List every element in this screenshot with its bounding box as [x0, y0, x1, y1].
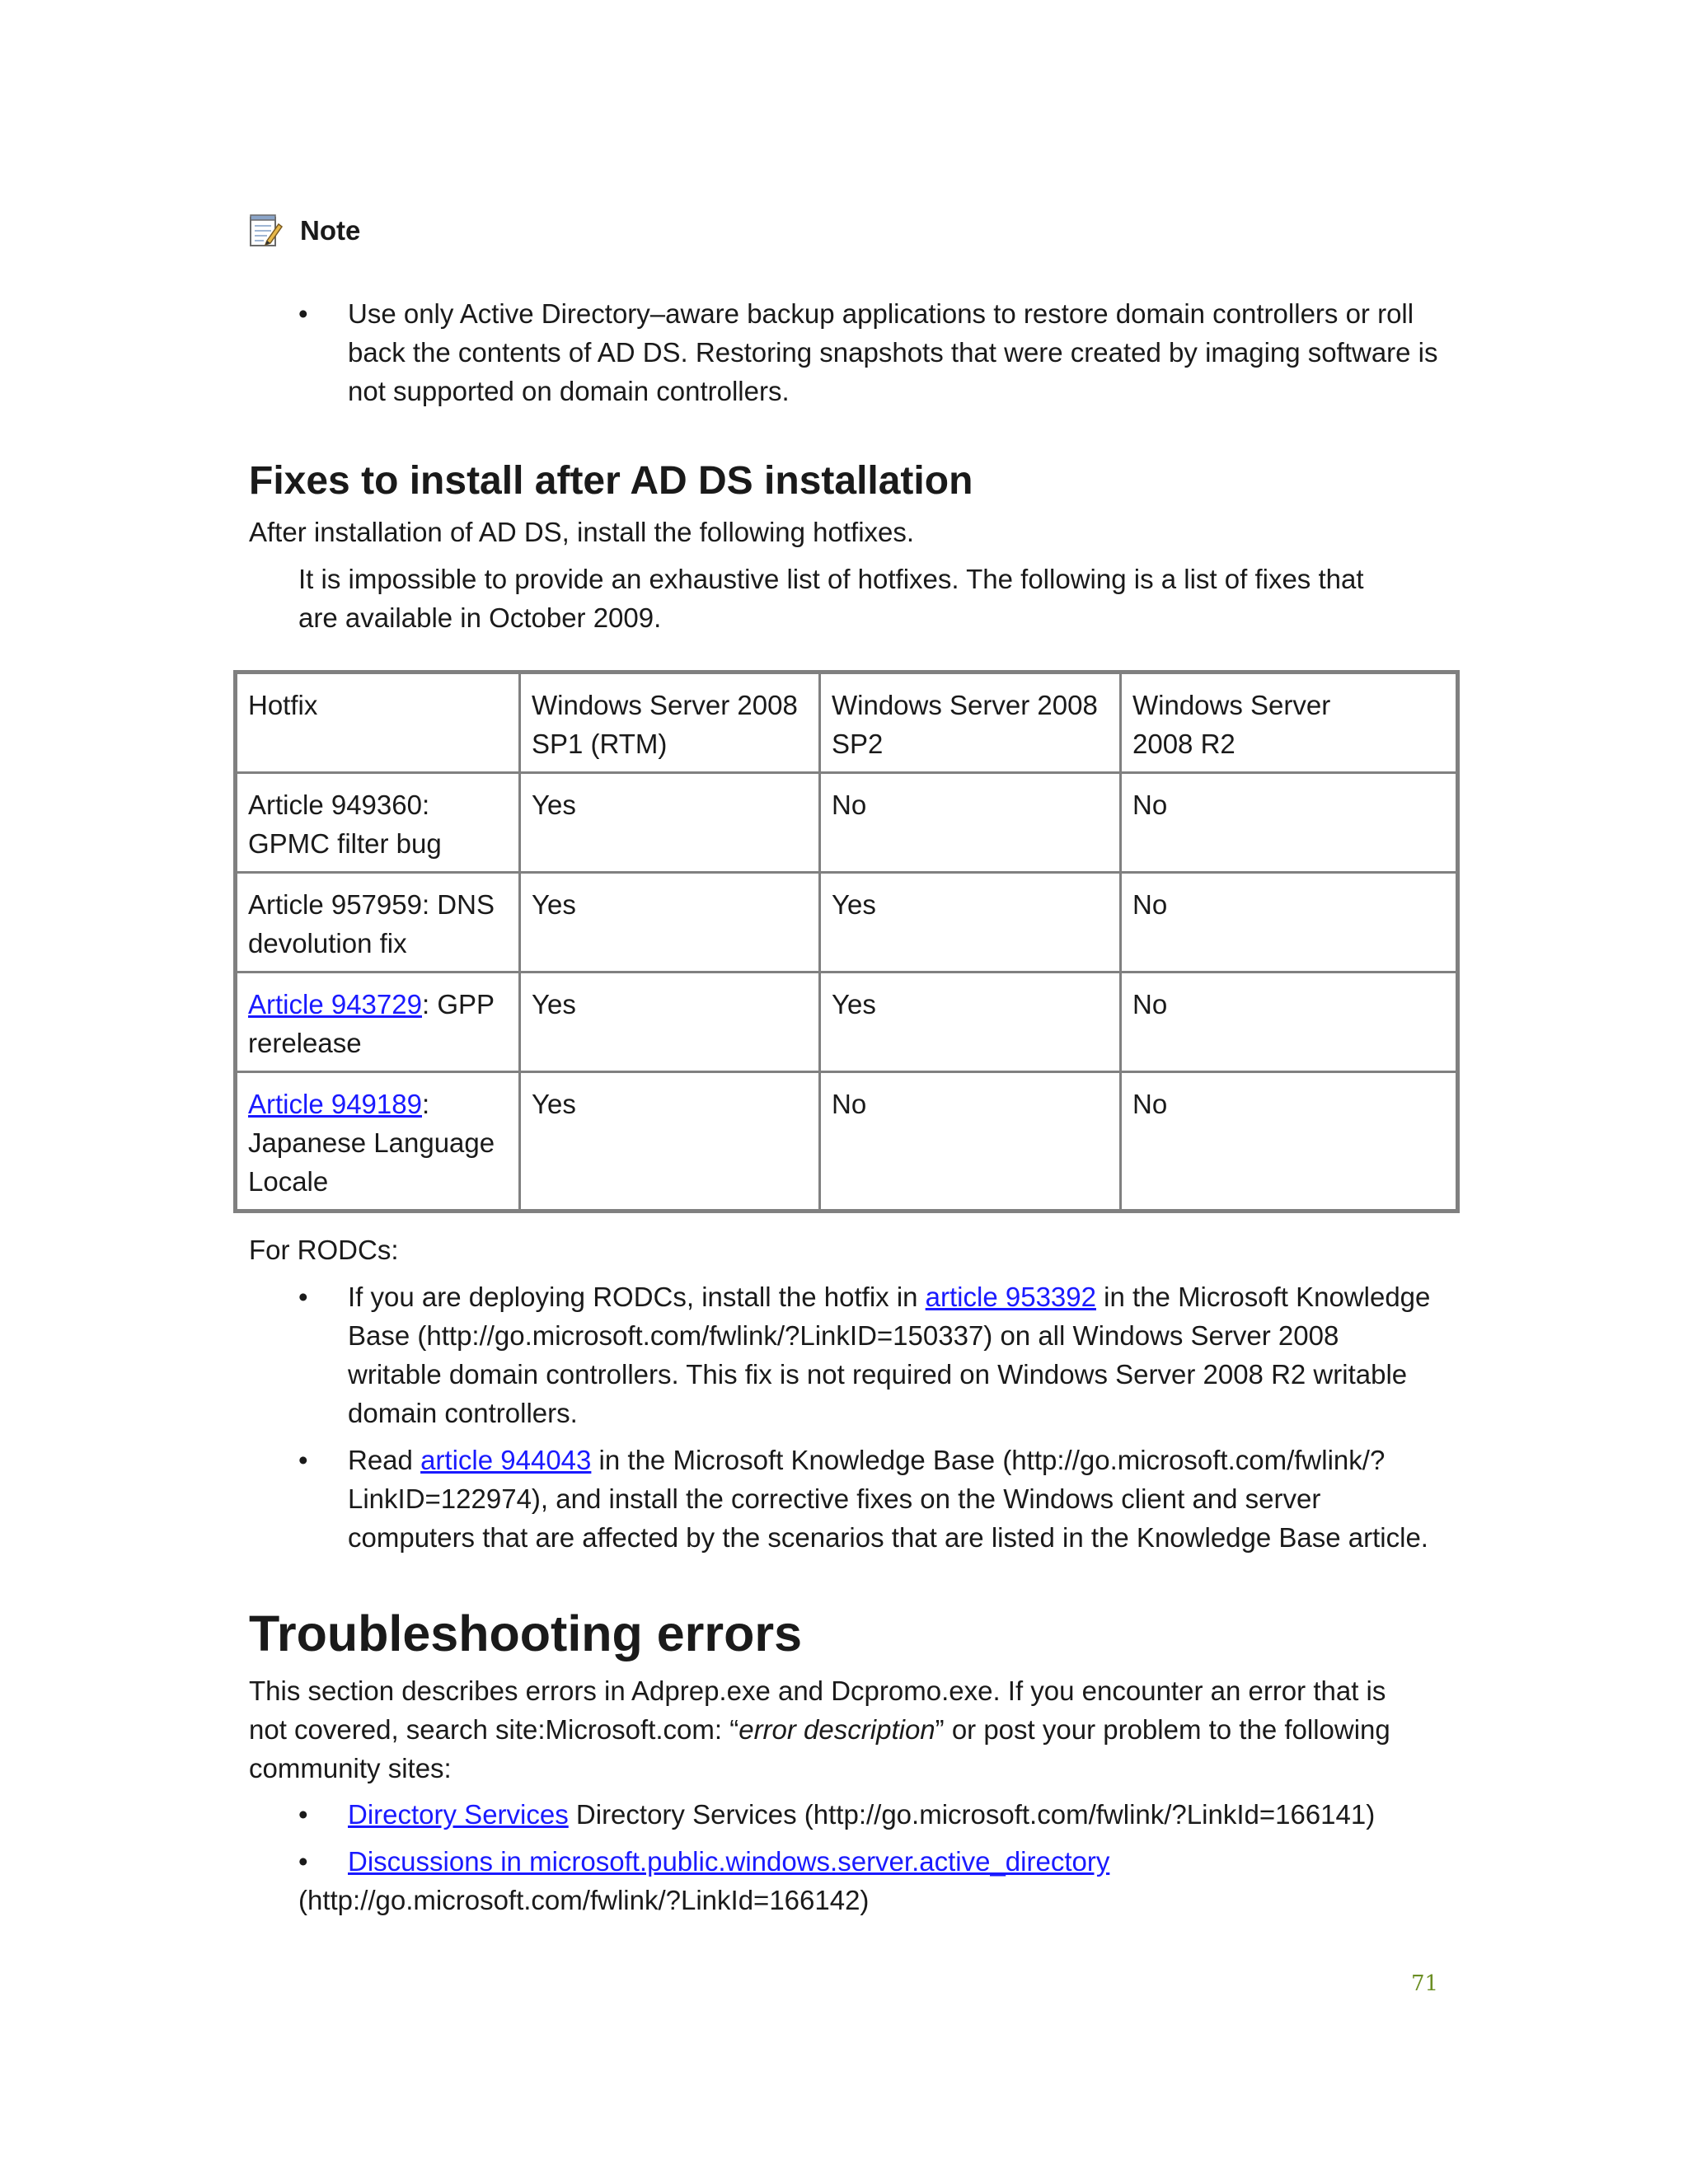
note-icon: [247, 213, 284, 249]
text-run: ” or post your problem to the following community sites:: [249, 1714, 1390, 1783]
fixes-heading: Fixes to install after AD DS installation: [249, 459, 973, 503]
header-r2: Windows Server 2008 R2: [1121, 673, 1458, 773]
hotfix-table: [233, 670, 1460, 1213]
r2-cell: No: [1121, 1072, 1458, 1212]
rodc-label: For RODCs:: [249, 1235, 399, 1265]
sp2-cell: No: [820, 1072, 1121, 1212]
emphasis-text: error description: [738, 1714, 935, 1745]
discussions-link[interactable]: Discussions in microsoft.public.windows.server.active_directory: [348, 1846, 1110, 1877]
troubleshooting-paragraph: [249, 1671, 1419, 1788]
bullet-marker: •: [298, 1445, 308, 1475]
hotfix-cell: Article 949360: GPMC filter bug: [236, 773, 520, 873]
bullet-marker: •: [298, 1846, 308, 1877]
text-run: If you are deploying RODCs, install the hotfix in: [348, 1282, 926, 1312]
article-943729-link[interactable]: Article 943729: [248, 989, 422, 1019]
table-row: [236, 972, 1458, 1072]
note-text: Use only Active Directory–aware backup applications to restore domain controllers or roll back the contents of AD DS. Restoring snapshots that were created by imaging software is not supported on domain controllers.: [348, 298, 1438, 406]
troubleshooting-heading: Troubleshooting errors: [249, 1605, 803, 1661]
text-run: Directory Services (http://go.microsoft.com/fwlink/?LinkId=166141): [568, 1799, 1376, 1830]
directory-services-link[interactable]: Directory Services: [348, 1799, 569, 1830]
text-run: in the Microsoft Knowledge Base (http://go.microsoft.com/fwlink/?LinkID=150337) on all Windows Server 2008 writable domain controllers. This fix is not required on Windows Server 2008 R2 writable domain controllers.: [348, 1282, 1431, 1428]
text-run: This section describes errors in Adprep.exe and Dcpromo.exe. If you encounter an error that is not covered, search site:Microsoft.com: “: [249, 1675, 1386, 1745]
community-site-url: (http://go.microsoft.com/fwlink/?LinkId=166142): [298, 1885, 870, 1915]
rodc-bullet-item: [298, 1277, 1436, 1432]
table-row: [236, 773, 1458, 873]
note-header: [247, 213, 360, 249]
bullet-marker: •: [298, 1799, 308, 1830]
community-site-text: [298, 1795, 1469, 1834]
table-row: [236, 873, 1458, 972]
hotfix-description: : Japanese Language Locale: [248, 1089, 495, 1197]
fixes-caveat: It is impossible to provide an exhaustive list of hotfixes. The following is a list of fixes that are available in October 2009.: [298, 564, 1364, 633]
hotfix-cell: [236, 972, 520, 1072]
header-sp2: Windows Server 2008 SP2: [820, 673, 1121, 773]
sp1-cell: Yes: [520, 972, 820, 1072]
community-site-item: [298, 1842, 1469, 1919]
page-number: 71: [1411, 1971, 1439, 1996]
header-hotfix: Hotfix: [236, 673, 520, 773]
article-949189-link[interactable]: Article 949189: [248, 1089, 422, 1119]
note-bullet-item: [298, 294, 1469, 410]
hotfix-description: : GPP rerelease: [248, 989, 495, 1058]
sp2-cell: Yes: [820, 972, 1121, 1072]
hotfix-cell: Article 957959: DNS devolution fix: [236, 873, 520, 972]
table-header-row: [236, 673, 1458, 773]
rodc-bullet-item: [298, 1441, 1436, 1557]
article-944043-link[interactable]: article 944043: [420, 1445, 592, 1475]
sp1-cell: Yes: [520, 873, 820, 972]
table-row: [236, 1072, 1458, 1212]
article-953392-link[interactable]: article 953392: [925, 1282, 1096, 1312]
bullet-marker: •: [298, 298, 308, 329]
r2-cell: No: [1121, 773, 1458, 873]
hotfix-cell: [236, 1072, 520, 1212]
sp2-cell: Yes: [820, 873, 1121, 972]
text-run: in the Microsoft Knowledge Base (http://go.microsoft.com/fwlink/?LinkID=122974), and install the corrective fixes on the Windows client and server computers that are affected by the scenarios that are listed in the Knowledge Base article.: [348, 1445, 1428, 1553]
community-site-item: [298, 1795, 1469, 1834]
rodc-bullet-text: [298, 1441, 1436, 1557]
r2-cell: No: [1121, 972, 1458, 1072]
rodc-bullet-text: [298, 1277, 1436, 1432]
r2-cell: No: [1121, 873, 1458, 972]
fixes-intro: After installation of AD DS, install the following hotfixes.: [249, 517, 915, 547]
bullet-marker: •: [298, 1282, 308, 1312]
sp1-cell: Yes: [520, 773, 820, 873]
note-title: Note: [300, 215, 361, 246]
text-run: Read: [348, 1445, 421, 1475]
sp2-cell: No: [820, 773, 1121, 873]
header-sp1: Windows Server 2008 SP1 (RTM): [520, 673, 820, 773]
community-site-text: [298, 1842, 1469, 1881]
sp1-cell: Yes: [520, 1072, 820, 1212]
